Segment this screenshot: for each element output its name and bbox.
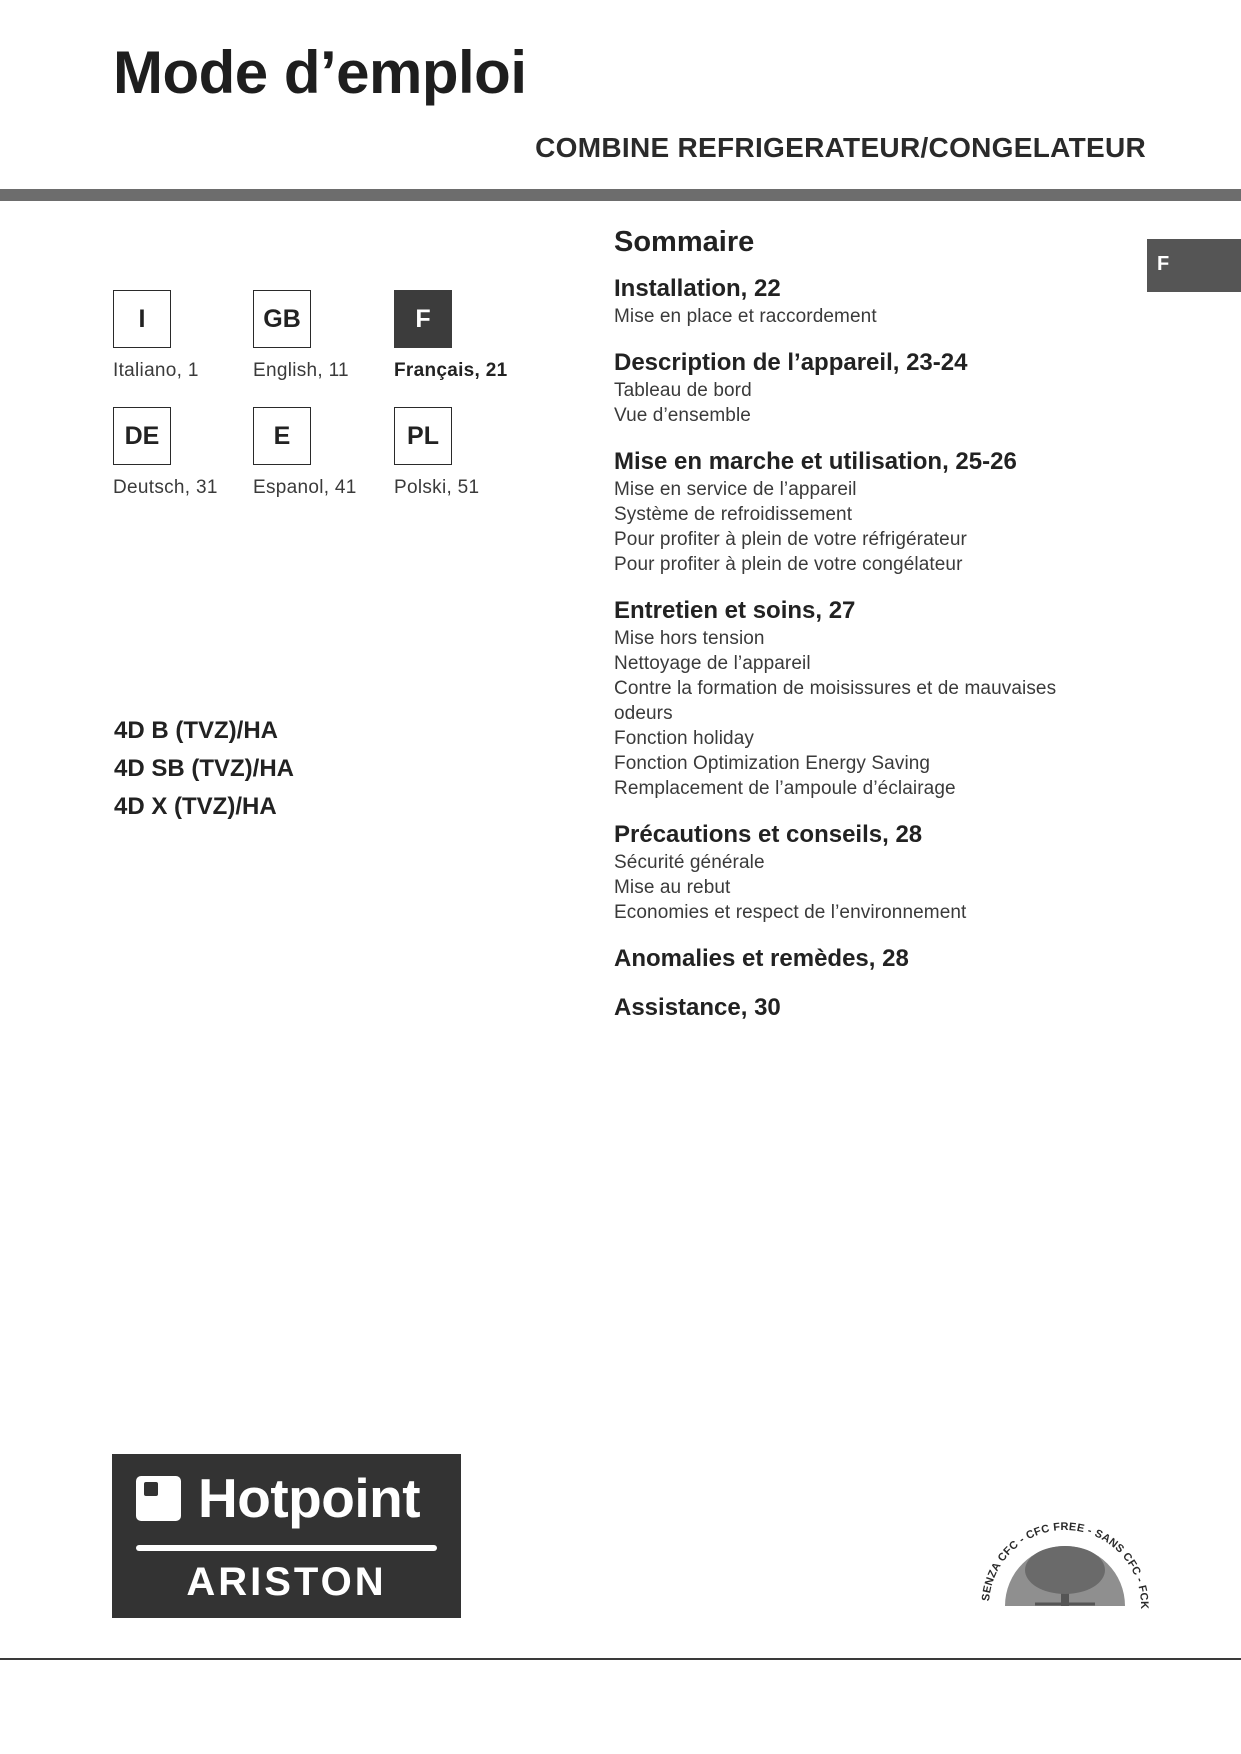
toc-section-troubleshooting bbox=[614, 944, 1114, 974]
language-code-box: PL bbox=[394, 407, 452, 465]
language-label: Deutsch, 31 bbox=[113, 477, 218, 498]
toc-section-title[interactable]: Assistance, 30 bbox=[614, 994, 781, 1021]
model-name: 4D B (TVZ)/HA bbox=[114, 717, 278, 744]
page-title: Mode d’emploi bbox=[113, 39, 527, 106]
logo-sub-text: ARISTON bbox=[186, 1560, 387, 1604]
model-list bbox=[114, 712, 294, 826]
cfc-free-badge bbox=[975, 1514, 1155, 1619]
toc-section-title[interactable]: Installation, 22 bbox=[614, 275, 781, 302]
language-polish[interactable] bbox=[394, 407, 479, 499]
language-label: Espanol, 41 bbox=[253, 477, 357, 498]
toc-item[interactable]: Economies et respect de l’environnement bbox=[614, 902, 967, 923]
language-code-box: F bbox=[394, 290, 452, 348]
toc-section-title[interactable]: Entretien et soins, 27 bbox=[614, 597, 856, 624]
tree-crown bbox=[1025, 1546, 1105, 1594]
toc-section-title[interactable]: Mise en marche et utilisation, 25-26 bbox=[614, 448, 1017, 475]
language-code-box: DE bbox=[113, 407, 171, 465]
toc-item[interactable]: Système de refroidissement bbox=[614, 504, 853, 525]
toc-section-title[interactable]: Anomalies et remèdes, 28 bbox=[614, 945, 909, 972]
toc-item[interactable]: Fonction Optimization Energy Saving bbox=[614, 753, 931, 774]
language-italian[interactable] bbox=[113, 290, 199, 382]
language-code-box: E bbox=[253, 407, 311, 465]
language-german[interactable] bbox=[113, 407, 218, 499]
language-side-tab: F bbox=[1147, 239, 1241, 292]
toc-item[interactable]: Mise hors tension bbox=[614, 628, 765, 649]
model-name: 4D SB (TVZ)/HA bbox=[114, 755, 294, 782]
language-english[interactable] bbox=[253, 290, 349, 382]
model-name: 4D X (TVZ)/HA bbox=[114, 793, 277, 820]
toc-item[interactable]: Contre la formation de moisissures et de mauvaises odeurs bbox=[614, 678, 1057, 724]
table-of-contents bbox=[614, 226, 1114, 1042]
language-french[interactable] bbox=[394, 290, 507, 382]
toc-section-usage bbox=[614, 447, 1114, 577]
toc-section-description bbox=[614, 348, 1114, 428]
toc-section-assistance bbox=[614, 993, 1114, 1023]
language-label: Polski, 51 bbox=[394, 477, 480, 498]
cfc-badge-text: SENZA CFC - CFC FREE - SANS CFC - FCK bbox=[980, 1520, 1151, 1610]
toc-item[interactable]: Mise au rebut bbox=[614, 877, 731, 898]
toc-section-title[interactable]: Description de l’appareil, 23-24 bbox=[614, 349, 968, 376]
header-divider bbox=[0, 189, 1241, 201]
toc-item[interactable]: Fonction holiday bbox=[614, 728, 754, 749]
toc-section-installation bbox=[614, 274, 1114, 329]
logo-brand-text: Hotpoint bbox=[198, 1467, 421, 1529]
toc-item[interactable]: Pour profiter à plein de votre congélateur bbox=[614, 554, 963, 575]
toc-item[interactable]: Remplacement de l’ampoule d’éclairage bbox=[614, 778, 956, 799]
toc-item[interactable]: Tableau de bord bbox=[614, 380, 752, 401]
language-code-box: I bbox=[113, 290, 171, 348]
toc-item[interactable]: Nettoyage de l’appareil bbox=[614, 653, 811, 674]
toc-item[interactable]: Pour profiter à plein de votre réfrigérateur bbox=[614, 529, 967, 550]
toc-item[interactable]: Sécurité générale bbox=[614, 852, 765, 873]
language-label: Italiano, 1 bbox=[113, 360, 199, 381]
language-label: Français, 21 bbox=[394, 360, 508, 381]
toc-heading: Sommaire bbox=[614, 226, 755, 258]
toc-item[interactable]: Vue d’ensemble bbox=[614, 405, 751, 426]
product-subtitle: COMBINE REFRIGERATEUR/CONGELATEUR bbox=[535, 132, 1146, 163]
toc-item[interactable]: Mise en service de l’appareil bbox=[614, 479, 857, 500]
logo-divider bbox=[136, 1545, 437, 1551]
hotpoint-logo-icon bbox=[136, 1476, 181, 1521]
toc-item[interactable]: Mise en place et raccordement bbox=[614, 306, 877, 327]
language-code-box: GB bbox=[253, 290, 311, 348]
toc-section-precautions bbox=[614, 820, 1114, 925]
toc-section-maintenance bbox=[614, 596, 1114, 801]
language-spanish[interactable] bbox=[253, 407, 357, 499]
toc-section-title[interactable]: Précautions et conseils, 28 bbox=[614, 821, 923, 848]
footer-divider bbox=[0, 1658, 1241, 1660]
cfc-free-badge-icon bbox=[975, 1514, 1155, 1614]
language-label: English, 11 bbox=[253, 360, 349, 381]
hotpoint-ariston-logo bbox=[112, 1454, 461, 1618]
